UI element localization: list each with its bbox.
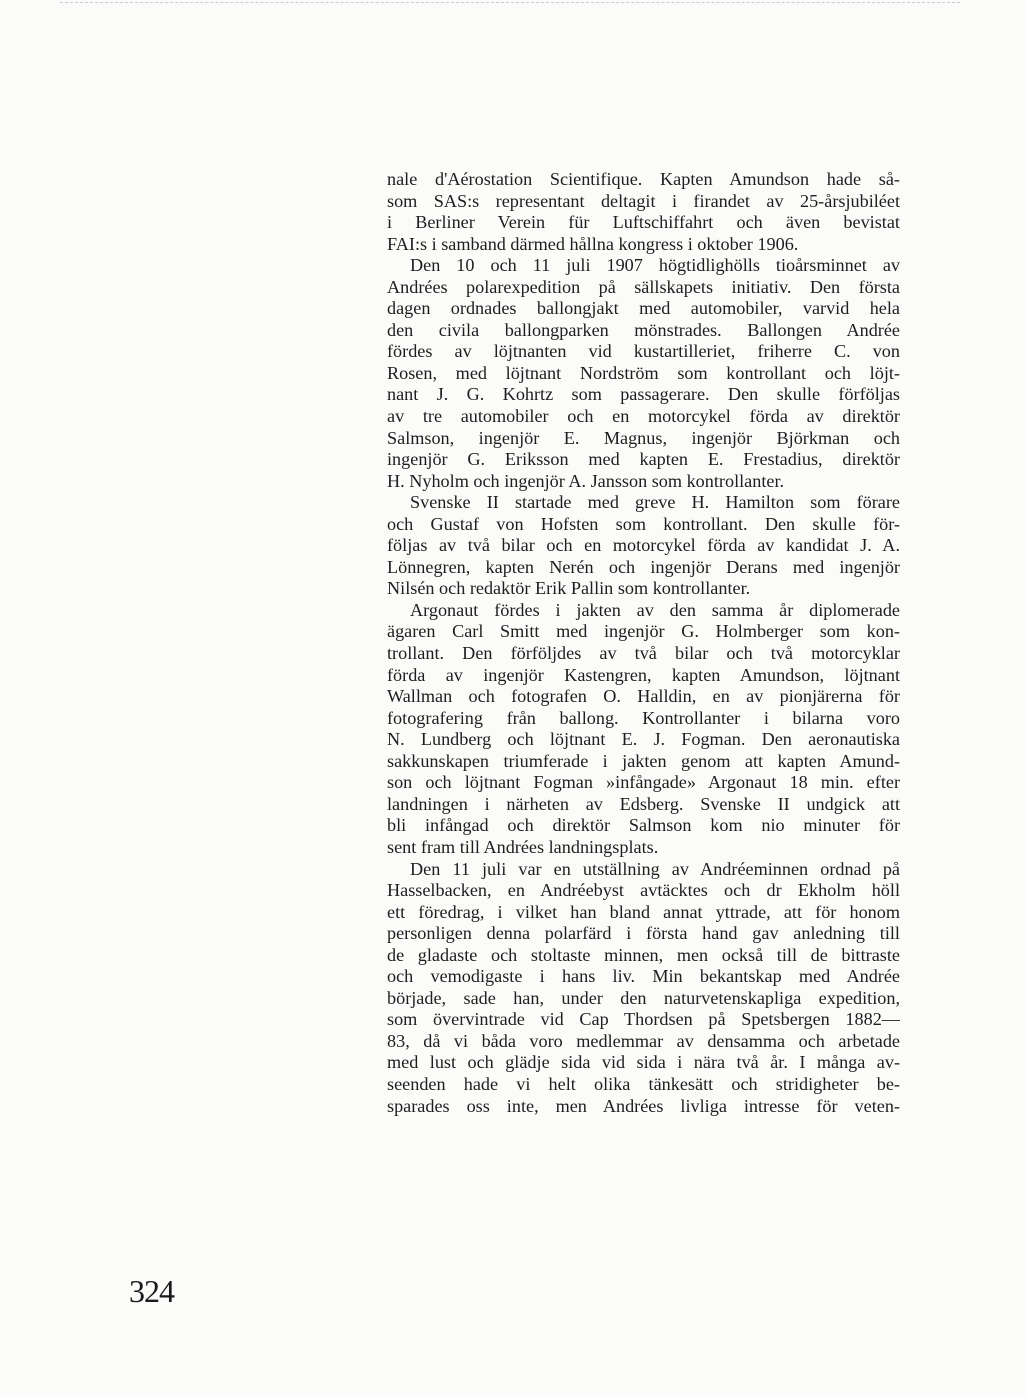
paragraph-1 — [387, 169, 900, 255]
page-number: 324 — [129, 1273, 174, 1309]
text-line: som SAS:s representant deltagit i firandet av 25-årsjubiléet — [387, 190, 900, 211]
text-line: och vemodigaste i hans liv. Min bekantskap med Andrée — [387, 966, 900, 987]
paragraph-5 — [387, 859, 900, 1118]
text-line: 83, då vi båda voro medlemmar av densamma och arbetade — [387, 1030, 900, 1051]
text-line: dagen ordnades ballongjakt med automobiler, varvid hela — [387, 298, 900, 319]
text-line: i Berliner Verein für Luftschiffahrt och även bevistat — [387, 212, 900, 233]
text-line: Salmson, ingenjör E. Magnus, ingenjör Björkman och — [387, 427, 900, 448]
text-line: sent fram till Andrées landningsplats. — [387, 836, 659, 857]
text-line: Svenske II startade med greve H. Hamilton som förare — [410, 492, 900, 513]
text-line: fotografering från ballong. Kontrollanter i bilarna voro — [387, 707, 900, 728]
text-line: med lust och glädje sida vid sida i nära två år. I många av- — [387, 1052, 900, 1073]
text-line: sparades oss inte, men Andrées livliga intresse för veten- — [387, 1095, 900, 1116]
text-line: och Gustaf von Hofsten som kontrollant. Den skulle för- — [387, 513, 900, 534]
text-line: son och löjtnant Fogman »infångade» Argonaut 18 min. efter — [387, 772, 900, 793]
text-line: började, sade han, under den naturvetenskapliga expedition, — [387, 987, 900, 1008]
text-line: FAI:s i samband därmed hållna kongress i oktober 1906. — [387, 233, 799, 254]
text-line: Lönnegren, kapten Nerén och ingenjör Derans med ingenjör — [387, 556, 900, 577]
text-line: trollant. Den förföljdes av två bilar och två motorcyklar — [387, 643, 900, 664]
text-line: fördes av löjtnanten vid kustartilleriet, friherre C. von — [387, 341, 900, 362]
text-line: seenden hade vi helt olika tänkesätt och stridigheter be- — [387, 1073, 900, 1094]
text-line: de gladaste och stoltaste minnen, men också till de bittraste — [387, 944, 900, 965]
text-line: Wallman och fotografen O. Halldin, en av pionjärerna för — [387, 686, 900, 707]
text-line: som övervintrade vid Cap Thordsen på Spetsbergen 1882— — [387, 1009, 900, 1030]
text-line: Den 10 och 11 juli 1907 högtidlighölls tioårsminnet av — [410, 255, 900, 276]
text-line: förda av ingenjör Kastengren, kapten Amundson, löjtnant — [387, 664, 900, 685]
top-edge-rule — [60, 2, 960, 3]
text-line: landningen i närheten av Edsberg. Svenske II undgick att — [387, 793, 900, 814]
text-line: Hasselbacken, en Andréebyst avtäcktes och dr Ekholm höll — [387, 880, 900, 901]
text-line: personligen denna polarfärd i första hand gav anledning till — [387, 923, 900, 944]
text-line: ägaren Carl Smitt med ingenjör G. Holmberger som kon- — [387, 621, 900, 642]
body-text-column — [387, 169, 900, 1117]
text-line: den civila ballongparken mönstrades. Ballongen Andrée — [387, 319, 900, 340]
text-line: N. Lundberg och löjtnant E. J. Fogman. Den aeronautiska — [387, 729, 900, 750]
text-line: ingenjör G. Eriksson med kapten E. Frestadius, direktör — [387, 449, 900, 470]
paragraph-4 — [387, 600, 900, 859]
paragraph-2 — [387, 255, 900, 492]
text-line: ett föredrag, i vilket han bland annat yttrade, att för honom — [387, 901, 900, 922]
text-line: Nilsén och redaktör Erik Pallin som kontrollanter. — [387, 578, 751, 599]
text-line: Den 11 juli var en utställning av Andréeminnen ordnad på — [410, 858, 900, 879]
text-line: Rosen, med löjtnant Nordström som kontrollant och löjt- — [387, 362, 900, 383]
text-line: H. Nyholm och ingenjör A. Jansson som kontrollanter. — [387, 470, 785, 491]
text-line: nant J. G. Kohrtz som passagerare. Den skulle förföljas — [387, 384, 900, 405]
text-line: Argonaut fördes i jakten av den samma år diplomerade — [410, 599, 900, 620]
text-line: sakkunskapen triumferade i jakten genom att kapten Amund- — [387, 750, 900, 771]
text-line: bli infångad och direktör Salmson kom nio minuter för — [387, 815, 900, 836]
text-line: följas av två bilar och en motorcykel förda av kandidat J. A. — [387, 535, 900, 556]
text-line: nale d'Aérostation Scientifique. Kapten Amundson hade så- — [387, 169, 900, 189]
paragraph-3 — [387, 492, 900, 600]
text-line: av tre automobiler och en motorcykel förda av direktör — [387, 406, 900, 427]
text-line: Andrées polarexpedition på sällskapets initiativ. Den första — [387, 276, 900, 297]
